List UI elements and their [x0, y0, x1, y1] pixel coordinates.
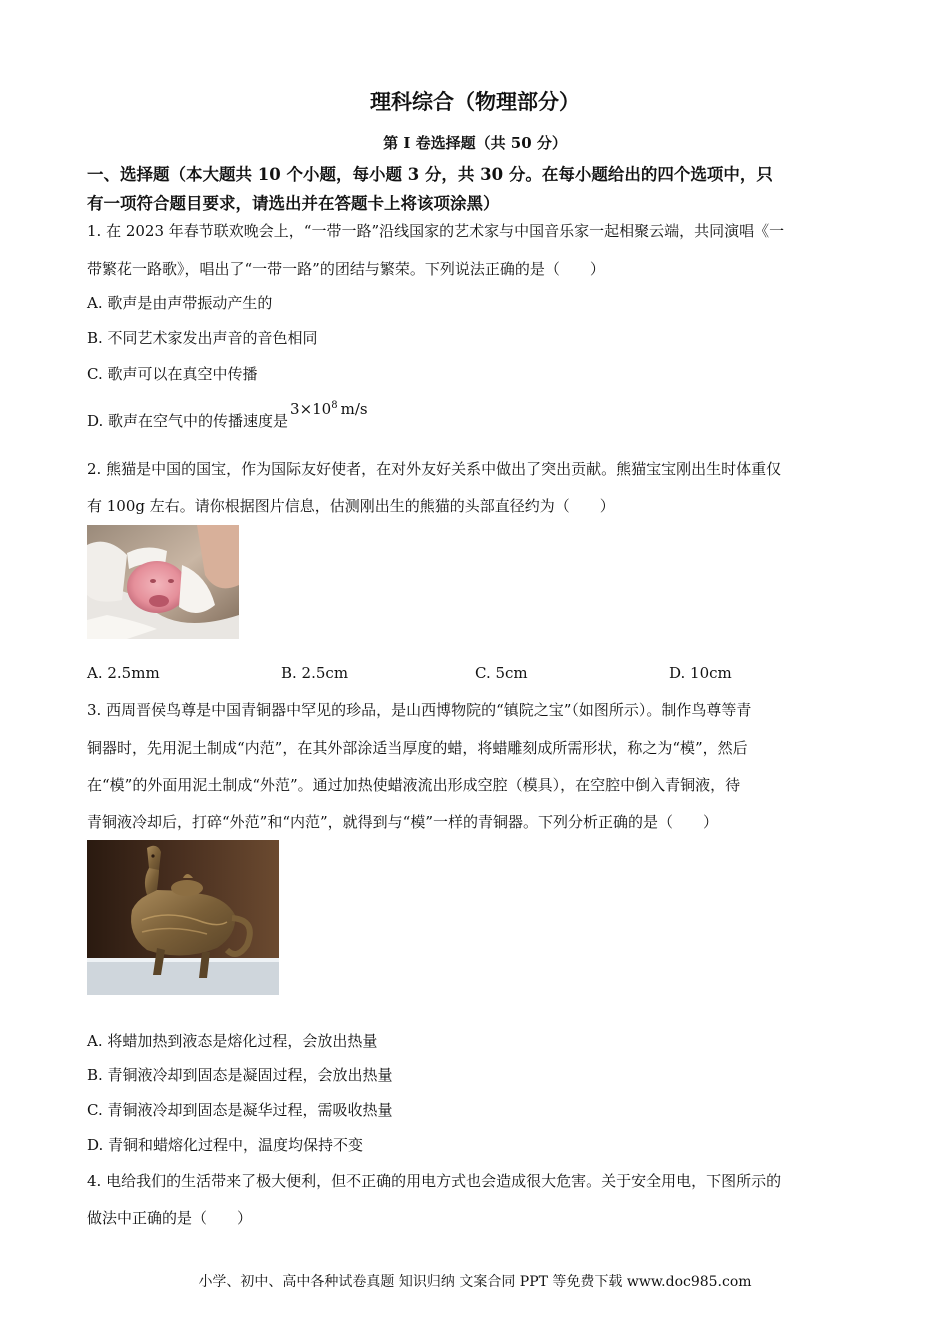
panda-photo [87, 525, 239, 639]
section-heading-line1: 一、选择题（本大题共 10 个小题，每小题 3 分，共 30 分。在每小题给出的四个选项中，只 [87, 165, 773, 184]
q3-option-a: A. 将蜡加热到液态是熔化过程，会放出热量 [87, 1032, 378, 1050]
formula-unit: m/s [340, 400, 368, 418]
q2-stem-line1: 2. 熊猫是中国的国宝，作为国际友好使者，在对外友好关系中做出了突出贡献。熊猫宝宝刚出生时体重仅 [87, 460, 782, 478]
page-title: 理科综合（物理部分） [370, 89, 580, 114]
q2-option-c: C. 5cm [475, 664, 528, 682]
q3-option-d: D. 青铜和蜡熔化过程中，温度均保持不变 [87, 1136, 364, 1154]
q1-option-b: B. 不同艺术家发出声音的音色相同 [87, 329, 318, 347]
page-footer: 小学、初中、高中各种试卷真题 知识归纳 文案合同 PPT 等免费下载 www.doc985.com [198, 1274, 752, 1290]
q3-stem-line3: 在“模”的外面用泥土制成“外范”。通过加热使蜡液流出形成空腔（模具），在空腔中倒入青铜液，待 [87, 776, 741, 794]
q2-option-d: D. 10cm [669, 664, 732, 682]
q3-stem-line1: 3. 西周晋侯鸟尊是中国青铜器中罕见的珍品，是山西博物院的“镇院之宝”（如图所示）。制作鸟尊等青 [87, 701, 752, 719]
q1-stem-line1: 1. 在 2023 年春节联欢晚会上，“一带一路”沿线国家的艺术家与中国音乐家一起相聚云端，共同演唱《一 [87, 222, 785, 240]
q2-option-a: A. 2.5mm [87, 664, 160, 682]
q1-stem-line2: 带繁花一路歌》，唱出了“一带一路”的团结与繁荣。下列说法正确的是（ ） [87, 260, 605, 278]
q3-option-b: B. 青铜液冷却到固态是凝固过程，会放出热量 [87, 1066, 393, 1084]
q4-stem-line2: 做法中正确的是（ ） [87, 1209, 253, 1227]
formula-exponent: 8 [331, 400, 338, 411]
q1-option-a: A. 歌声是由声带振动产生的 [87, 294, 273, 312]
q3-stem-line2: 铜器时，先用泥土制成“内范”，在其外部涂适当厚度的蜡，将蜡雕刻成所需形状，称之为“模”，然后 [87, 739, 748, 757]
q1-option-d-text: D. 歌声在空气中的传播速度是 [87, 412, 289, 430]
bronze-bird-zun-photo [87, 840, 279, 995]
q3-stem-line4: 青铜液冷却后，打碎“外范”和“内范”，就得到与“模”一样的青铜器。下列分析正确的是（ ） [87, 813, 719, 831]
section-subtitle: 第 I 卷选择题（共 50 分） [383, 134, 567, 152]
q2-option-b: B. 2.5cm [281, 664, 349, 682]
formula-base: 3×10 [290, 400, 332, 418]
q4-stem-line1: 4. 电给我们的生活带来了极大便利，但不正确的用电方式也会造成很大危害。关于安全用电，下图所示的 [87, 1172, 782, 1190]
section-heading-line2: 有一项符合题目要求，请选出并在答题卡上将该项涂黑） [87, 194, 500, 213]
q1-option-c: C. 歌声可以在真空中传播 [87, 365, 258, 383]
q3-option-c: C. 青铜液冷却到固态是凝华过程，需吸收热量 [87, 1101, 393, 1119]
q2-stem-line2: 有 100g 左右。请你根据图片信息，估测刚出生的熊猫的头部直径约为（ ） [87, 497, 615, 515]
q1-option-d-formula [290, 400, 368, 418]
